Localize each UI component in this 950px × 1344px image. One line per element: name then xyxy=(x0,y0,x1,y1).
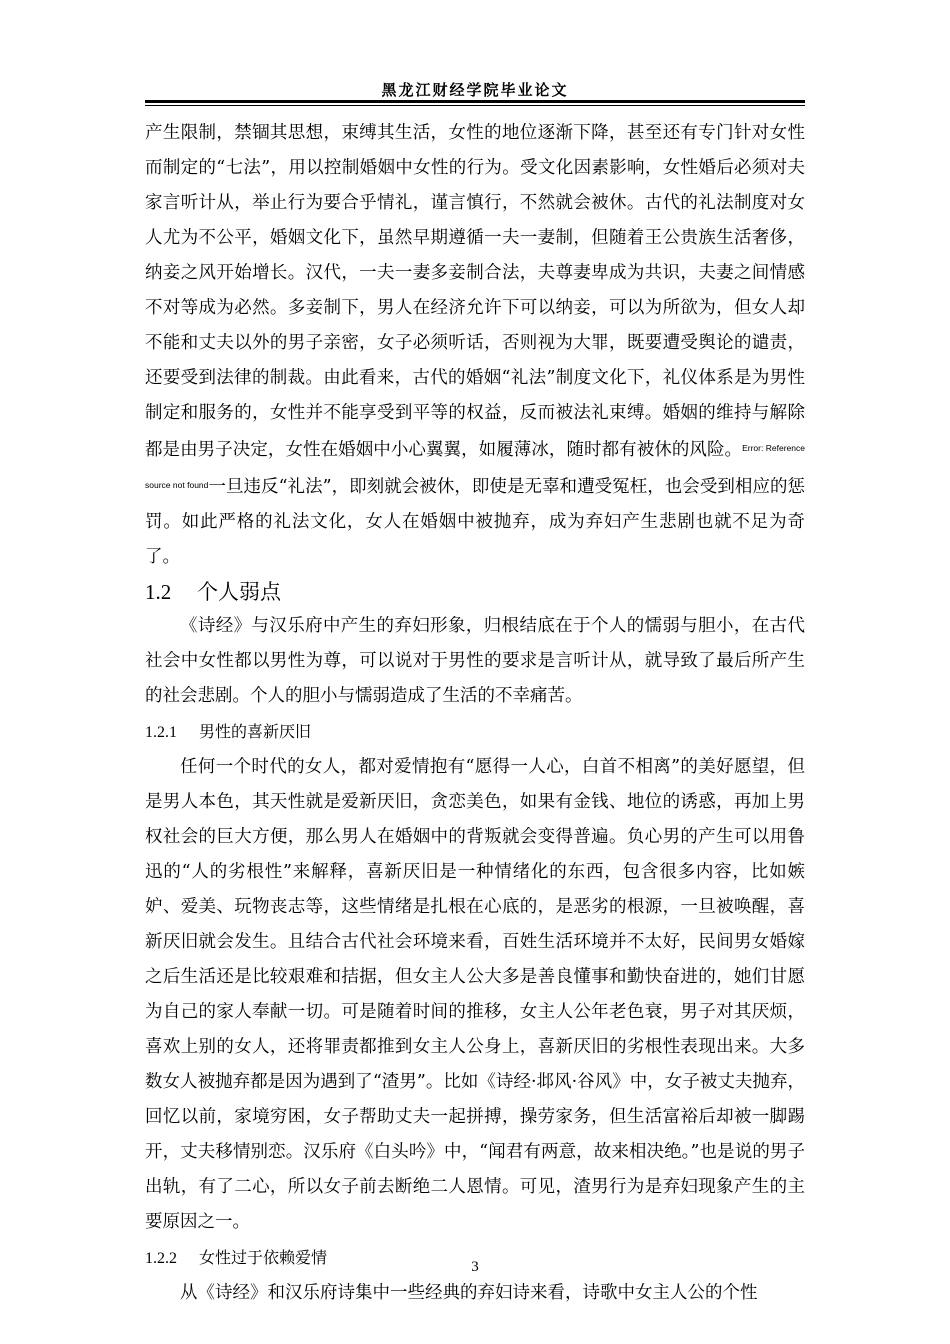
paragraph-male-fickleness: 任何一个时代的女人，都对爱情抱有“愿得一人心，白首不相离”的美好愿望，但是男人本色，其天性就是爱新厌旧，贪恋美色，如果有金钱、地位的诱惑，再加上男权社会的巨大方便，那么男人在婚姻中的背叛就会变得普遍。负心男的产生可以用鲁迅的“人的劣根性”来解释，喜新厌旧是一种情绪化的东西，包含很多内容，比如嫉妒、爱美、玩物丧志等，这些情绪是扎根在心底的，是恶劣的根源，一旦被唤醒，喜新厌旧就会发生。且结合古代社会环境来看，百姓生活环境并不太好，民间男女婚嫁之后生活还是比较艰难和拮据，但女主人公大多是善良懂事和勤快奋进的，她们甘愿为自己的家人奉献一切。可是随着时间的推移，女主人公年老色衰，男子对其厌烦，喜欢上别的女人，还将罪责都推到女主人公身上，喜新厌旧的劣根性表现出来。大多数女人被抛弃都是因为遇到了“渣男”。比如《诗经·邶风·谷风》中，女子被丈夫抛弃，回忆以前，家境穷困，女子帮助丈夫一起拼搏，操劳家务，但生活富裕后却被一脚踢开，丈夫移情别恋。汉乐府《白头吟》中，“闻君有两意，故来相决绝。”也是说的男子出轨，有了二心，所以女子前去断绝二人恩情。可见，渣男行为是弃妇现象产生的主要原因之一。 xyxy=(145,756,805,1232)
section-title: 个人弱点 xyxy=(197,579,281,604)
section-number: 1.2 xyxy=(145,579,172,604)
section-title: 女性过于依赖爱情 xyxy=(199,1247,328,1267)
paragraph-personal-weakness: 《诗经》与汉乐府中产生的弃妇形象，归根结底在于个人的懦弱与胆小，在古代社会中女性都以男性为尊，可以说对于男性的要求是言听计从，就导致了最后所产生的社会悲剧。个人的胆小与懦弱造成了生活的不幸痛苦。 xyxy=(145,615,805,706)
reference-error: Error: Reference source not found xyxy=(145,443,805,490)
section-heading-1-2 xyxy=(145,575,805,609)
header-rule-thin xyxy=(145,105,805,106)
section-number: 1.2.2 xyxy=(145,1249,177,1267)
section-heading-1-2-1 xyxy=(145,714,805,750)
page-number: 3 xyxy=(471,1259,479,1275)
paragraph-marriage-ritual-law xyxy=(145,116,805,575)
paragraph-female-dependence: 从《诗经》和汉乐府诗集中一些经典的弃妇诗来看，诗歌中女主人公的个性 xyxy=(180,1282,758,1303)
section-number: 1.2.1 xyxy=(145,723,177,741)
paragraph-text: 产生限制，禁锢其思想，束缚其生活，女性的地位逐渐下降，甚至还有专门针对女性而制定的“七法”，用以控制婚姻中女性的行为。受文化因素影响，女性婚后必须对夫家言听计从，举止行为要合乎情礼，谨言慎行，不然就会被休。古代的礼法制度对女人尤为不公平，婚姻文化下，虽然早期遵循一夫一妻制，但随着王公贵族生活奢侈，纳妾之风开始增长。汉代，一夫一妻多妾制合法，夫尊妻卑成为共识，夫妻之间情感不对等成为必然。多妾制下，男人在经济允许下可以纳妾，可以为所欲为，但女人却不能和丈夫以外的男子亲密，女子必须听话，否则视为大罪，既要遭受舆论的谴责，还要受到法律的制裁。由此看来，古代的婚姻“礼法”制度文化下，礼仪体系是为男性制定和服务的，女性并不能享受到平等的权益，反而被法礼束缚。婚姻的维持与解除都是由男子决定，女性在婚姻中小心翼翼，如履薄冰，随时都有被休的风险。 xyxy=(145,123,805,460)
section-title: 男性的喜新厌旧 xyxy=(199,721,312,741)
header-rule-thick xyxy=(145,100,805,103)
paragraph-text-tail: 一旦违反“礼法”，即刻就会被休，即使是无辜和遭受冤枉，也会受到相应的惩罚。如此严格的礼法文化，女人在婚姻中被抛弃，成为弃妇产生悲剧也就不足为奇了。 xyxy=(145,476,806,567)
document-header: 黑龙江财经学院毕业论文 xyxy=(381,81,569,99)
page-body xyxy=(145,116,805,1311)
